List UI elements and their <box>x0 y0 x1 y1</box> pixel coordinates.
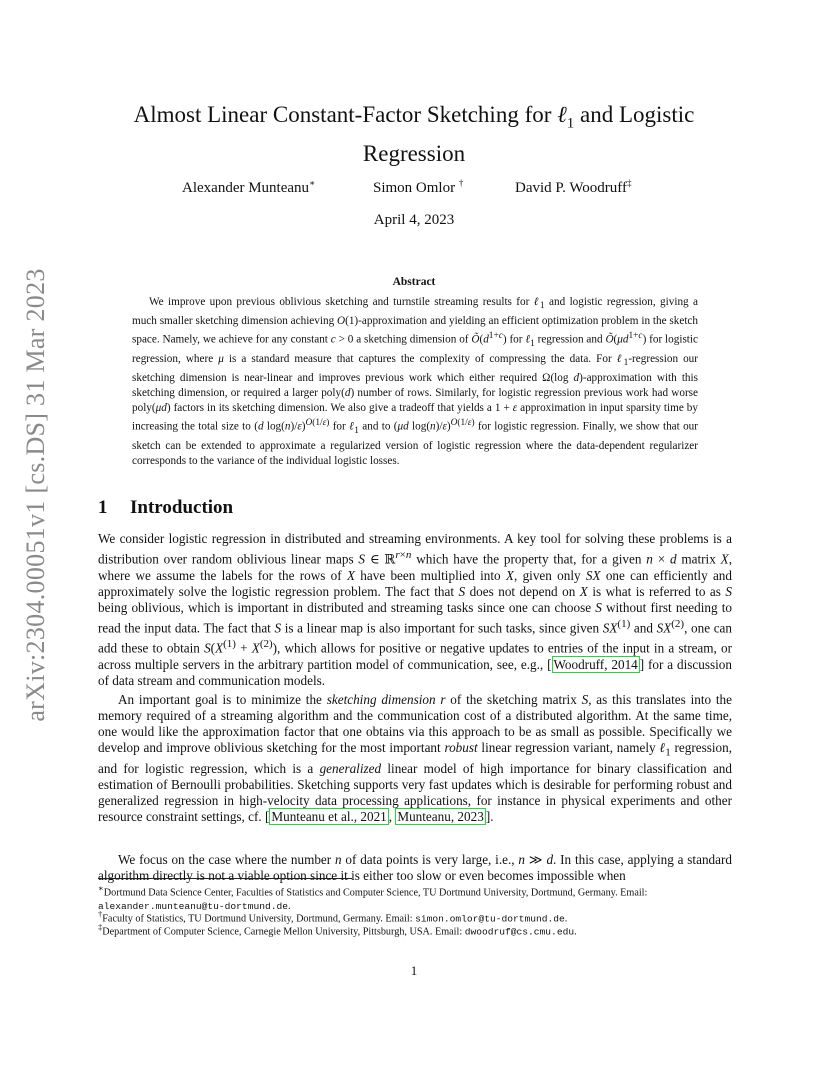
footnote-3: ‡Department of Computer Science, Carnegie Mellon University, Pittsburgh, USA. Email: dwoodruf@cs.cmu.edu. <box>98 922 577 938</box>
footnote-2: †Faculty of Statistics, TU Dortmund University, Dortmund, Germany. Email: simon.omlor@tu-dortmund.de. <box>98 909 568 925</box>
paper-title <box>0 100 828 169</box>
author-1: Alexander Munteanu∗ <box>182 178 316 196</box>
section-heading <box>98 497 233 519</box>
page-number: 1 <box>410 963 418 978</box>
citation-link[interactable]: Munteanu, 2023 <box>397 809 484 825</box>
arxiv-stamp-text: arXiv:2304.00051v1 [cs.DS] 31 Mar 2023 <box>21 268 50 722</box>
title-line-2: Regression <box>362 140 466 166</box>
intro-paragraph-3: We focus on the case where the number n of data points is very large, i.e., n ≫ d. In this case, applying a standard algorithm directly is not a viable option since it is either too slow or even becomes impossible when <box>98 852 732 884</box>
section-number: 1 <box>98 497 108 518</box>
abstract-heading: Abstract <box>392 276 436 288</box>
intro-paragraph-2: An important goal is to minimize the sketching dimension r of the sketching matrix S, as this translates into the memory required of a streaming algorithm and the communication cost of a distributed algorithm. At the same time, one would like the approximation factor that one obtains via this approach to be as small as possible. Specifically we develop and improve oblivious sketching for the most important robust linear regression variant, namely ℓ$_1$ regression, and for logistic regression, which is a generalized linear model of high importance for binary classification and estimation of Bernoulli probabilities. Sketching supports very fast updates which is desirable for performing robust and generalized regression in high-velocity data processing applications, for instance in physical experiments and other resource constraint settings, cf. [ Munteanu et al., 2021 , Munteanu, 2023 ]. <box>98 692 733 825</box>
section-title: Introduction <box>130 497 234 518</box>
intro-paragraph-1: We consider logistic regression in distributed and streaming environments. A key tool for solving these problems is a distribution over random oblivious linear maps S ∈ ℝ$^{r\times n}$ which have the property that, for a given n × d matrix X, where we assume the labels for the rows of X have been multiplied into X, given only SX one can efficiently and approximately solve the logistic regression problem. The fact that S does not depend on X is what is referred to as S being oblivious, which is important in distributed and streaming tasks since one can choose S without first needing to read the input data. The fact that S is a linear map is also important for such tasks, since given SX$^{(1)}$ and SX$^{(2)}$, one can add these to obtain $S(X^{(1)} + X^{(2)})$, which allows for positive or negative updates to entries of the input in a stream, or across multiple servers in the arbitrary partition model of communication, see, e.g., [ Woodruff, 2014 ] for a discussion of data stream and communication models. <box>98 531 733 688</box>
footnote-1: ∗Dortmund Data Science Center, Faculties of Statistics and Computer Science, TU Dortmund University, Dortmund, Germany. Email: alexander.munteanu@tu-dortmund.de. <box>98 883 648 912</box>
email-link[interactable]: simon.omlor@tu-dortmund.de <box>415 913 565 925</box>
paper-date: April 4, 2023 <box>373 212 455 228</box>
abstract-body: We improve upon previous oblivious sketching and turnstile streaming results for ℓ$_1$ and logistic regression, giving a much smaller sketching dimension achieving O(1)-approximation and yielding an efficient optimization problem in the sketch space. Namely, we achieve for any constant c > 0 a sketching dimension of $Õ(d^{1+c})$ for ℓ$_1$ regression and $Õ(\mu d^{1+c})$ for logistic regression, where μ is a standard measure that captures the complexity of compressing the data. For ℓ$_1$-regression our sketching dimension is near-linear and improves previous work which either required Ω(log d)-approximation with this sketching dimension, or required a larger poly(d) number of rows. Similarly, for logistic regression previous work had worse poly(μd) factors in its sketching dimension. We also give a tradeoff that yields a 1 + ε approximation in input sparsity time by increasing the total size to (d log(n)/ε)$^{O(1/\varepsilon)}$ for ℓ$_1$ and to (μd log(n)/ε)$^{O(1/\varepsilon)}$ for logistic regression. Finally, we show that our sketch can be extended to approximate a regularized version of logistic regression where the data-dependent regularizer corresponds to the variance of the individual logistic losses. <box>132 296 699 468</box>
citation-link[interactable]: Woodruff, 2014 <box>553 656 638 672</box>
email-link[interactable]: dwoodruf@cs.cmu.edu <box>464 926 575 938</box>
email-link[interactable]: alexander.munteanu@tu-dortmund.de <box>98 900 288 912</box>
footnote-rule <box>98 878 352 879</box>
author-2: Simon Omlor † <box>373 178 464 196</box>
title-line-1: Almost Linear Constant-Factor Sketching for ℓ$_1$ and Logistic <box>133 102 695 132</box>
citation-link[interactable]: Munteanu et al., 2021 <box>271 809 387 825</box>
author-3: David P. Woodruff‡ <box>515 178 632 196</box>
